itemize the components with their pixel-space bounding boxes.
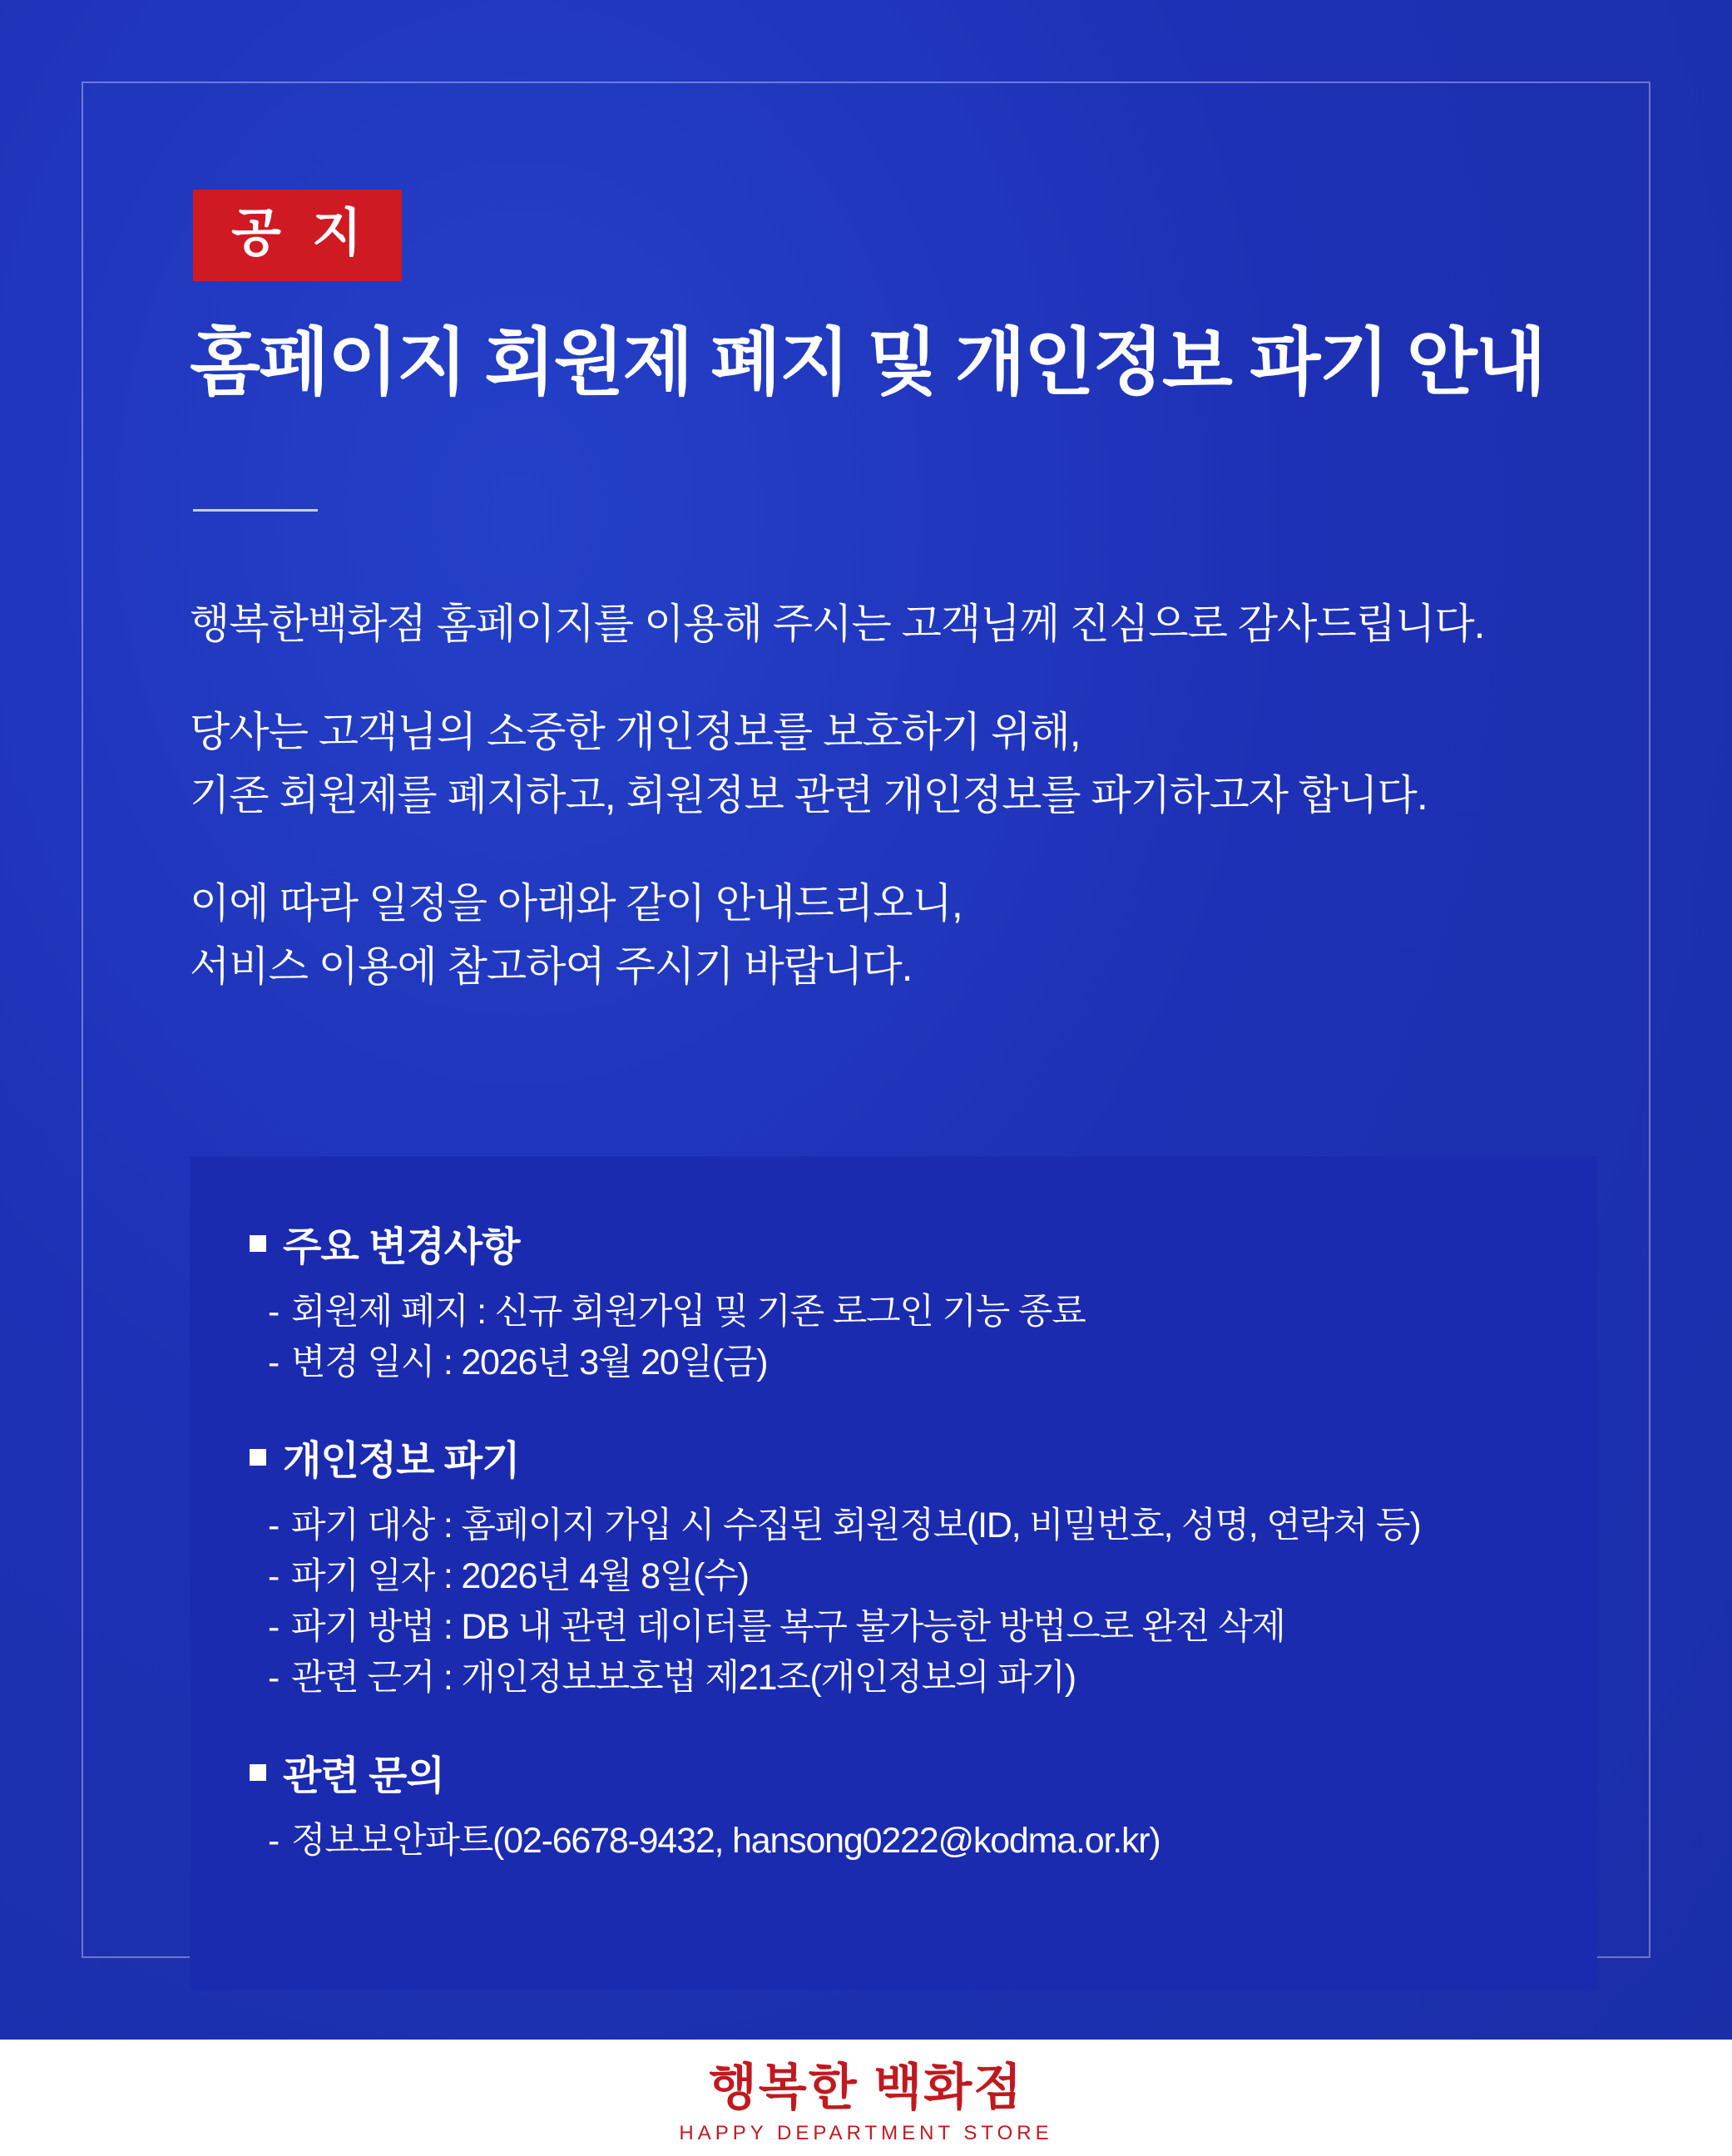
- square-bullet-icon: [250, 1449, 266, 1466]
- list-item: [268, 1338, 1537, 1388]
- title-divider: [193, 509, 318, 512]
- brand-logo-english: HAPPY DEPARTMENT STORE: [679, 2122, 1053, 2144]
- list-item-text: 파기 방법 : DB 내 관련 데이터를 복구 불가능한 방법으로 완전 삭제: [291, 1607, 1285, 1648]
- brand-logo-korean: 행복한 백화점: [708, 2060, 1024, 2115]
- notice-body: [190, 592, 1654, 998]
- detail-group-contact: [250, 1743, 1537, 1867]
- notice-details-box: [190, 1156, 1597, 1990]
- list-item: [268, 1551, 1537, 1602]
- list-item: [268, 1287, 1537, 1338]
- dash-bullet-icon: -: [268, 1292, 280, 1332]
- dash-bullet-icon: -: [268, 1821, 280, 1862]
- notice-badge: 공 지: [193, 190, 402, 281]
- dash-bullet-icon: -: [268, 1556, 280, 1597]
- detail-item-list: [250, 1501, 1537, 1704]
- detail-group-heading-text: 개인정보 파기: [283, 1439, 520, 1484]
- dash-bullet-icon: -: [268, 1343, 280, 1383]
- dash-bullet-icon: -: [268, 1607, 280, 1648]
- detail-item-list: [250, 1287, 1537, 1388]
- detail-item-list: [250, 1816, 1537, 1867]
- square-bullet-icon: [250, 1764, 266, 1781]
- list-item: [268, 1602, 1537, 1653]
- detail-group-changes: [250, 1214, 1537, 1388]
- dash-bullet-icon: -: [268, 1506, 280, 1546]
- list-item-text: 파기 대상 : 홈페이지 가입 시 수집된 회원정보(ID, 비밀번호, 성명, 연락처 등): [291, 1506, 1421, 1546]
- body-paragraph-2: 당사는 고객님의 소중한 개인정보를 보호하기 위해, 기존 회원제를 폐지하고, 회원정보 관련 개인정보를 파기하고자 합니다.: [190, 709, 1428, 818]
- body-paragraph-3: 이에 따라 일정을 아래와 같이 안내드리오니, 서비스 이용에 참고하여 주시기 바랍니다.: [190, 880, 962, 990]
- dash-bullet-icon: -: [268, 1658, 280, 1699]
- list-item-text: 회원제 폐지 : 신규 회원가입 및 기존 로그인 기능 종료: [291, 1292, 1086, 1332]
- list-item: [268, 1501, 1537, 1551]
- detail-group-heading-text: 관련 문의: [283, 1754, 444, 1799]
- body-paragraph-1: 행복한백화점 홈페이지를 이용해 주시는 고객님께 진심으로 감사드립니다.: [190, 601, 1485, 647]
- detail-group-heading: [250, 1428, 1537, 1486]
- list-item: [268, 1653, 1537, 1704]
- brand-logo: [0, 2061, 1732, 2145]
- detail-group-heading-text: 주요 변경사항: [283, 1225, 520, 1269]
- detail-group-heading: [250, 1214, 1537, 1272]
- list-item: [268, 1816, 1537, 1867]
- list-item-text: 변경 일시 : 2026년 3월 20일(금): [291, 1343, 768, 1383]
- square-bullet-icon: [250, 1235, 266, 1252]
- list-item-text: 정보보안파트(02-6678-9432, hansong0222@kodma.or.kr): [291, 1821, 1160, 1862]
- detail-group-heading: [250, 1743, 1537, 1801]
- list-item-text: 관련 근거 : 개인정보보호법 제21조(개인정보의 파기): [291, 1658, 1076, 1699]
- page-title: 홈페이지 회원제 폐지 및 개인정보 파기 안내: [190, 321, 1545, 403]
- list-item-text: 파기 일자 : 2026년 4월 8일(수): [291, 1556, 749, 1597]
- detail-group-destruction: [250, 1428, 1537, 1704]
